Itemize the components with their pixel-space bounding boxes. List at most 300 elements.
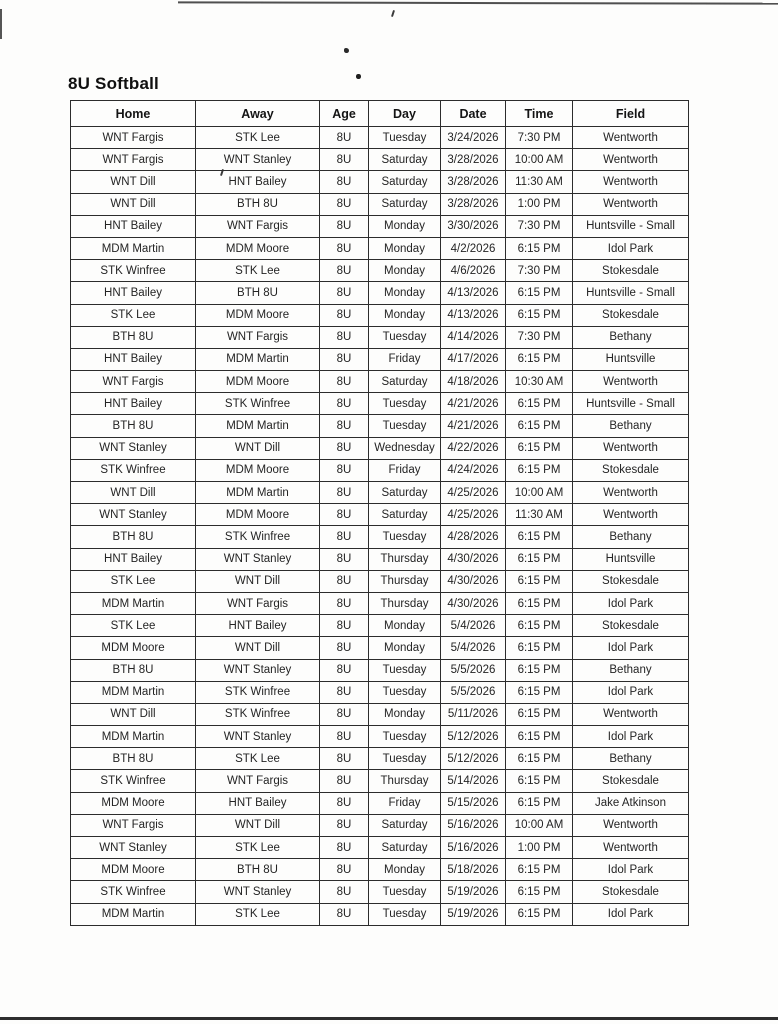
table-row <box>71 726 689 748</box>
cell-away: WNT Stanley <box>196 726 320 748</box>
cell-away: STK Winfree <box>196 681 320 703</box>
cell-home: STK Winfree <box>71 770 196 792</box>
cell-age: 8U <box>320 681 369 703</box>
cell-day: Tuesday <box>369 659 441 681</box>
cell-home: WNT Dill <box>71 703 196 725</box>
cell-day: Tuesday <box>369 526 441 548</box>
cell-date: 3/28/2026 <box>441 171 506 193</box>
cell-day: Monday <box>369 282 441 304</box>
cell-time: 6:15 PM <box>506 659 573 681</box>
cell-away: WNT Fargis <box>196 592 320 614</box>
scan-artifact-dot <box>356 74 361 79</box>
cell-home: BTH 8U <box>71 326 196 348</box>
cell-time: 6:15 PM <box>506 459 573 481</box>
cell-home: WNT Dill <box>71 193 196 215</box>
cell-away: MDM Moore <box>196 304 320 326</box>
cell-home: HNT Bailey <box>71 215 196 237</box>
scan-artifact-bottom-line <box>0 1017 778 1020</box>
cell-age: 8U <box>320 637 369 659</box>
cell-date: 4/14/2026 <box>441 326 506 348</box>
cell-age: 8U <box>320 814 369 836</box>
table-row <box>71 127 689 149</box>
cell-time: 6:15 PM <box>506 570 573 592</box>
cell-away: WNT Fargis <box>196 326 320 348</box>
table-row <box>71 371 689 393</box>
cell-age: 8U <box>320 171 369 193</box>
cell-date: 4/25/2026 <box>441 482 506 504</box>
cell-day: Tuesday <box>369 415 441 437</box>
cell-date: 5/18/2026 <box>441 859 506 881</box>
column-header-home: Home <box>71 101 196 127</box>
cell-away: STK Lee <box>196 260 320 282</box>
cell-date: 4/17/2026 <box>441 348 506 370</box>
table-row <box>71 570 689 592</box>
cell-home: BTH 8U <box>71 748 196 770</box>
cell-day: Tuesday <box>369 726 441 748</box>
cell-day: Monday <box>369 859 441 881</box>
column-header-date: Date <box>441 101 506 127</box>
cell-away: STK Winfree <box>196 526 320 548</box>
cell-date: 4/24/2026 <box>441 459 506 481</box>
cell-field: Huntsville - Small <box>573 215 689 237</box>
table-row <box>71 260 689 282</box>
cell-date: 4/13/2026 <box>441 282 506 304</box>
cell-day: Thursday <box>369 570 441 592</box>
cell-field: Idol Park <box>573 592 689 614</box>
cell-day: Thursday <box>369 770 441 792</box>
cell-field: Wentworth <box>573 171 689 193</box>
table-row <box>71 859 689 881</box>
cell-home: STK Lee <box>71 304 196 326</box>
cell-time: 1:00 PM <box>506 193 573 215</box>
cell-field: Wentworth <box>573 703 689 725</box>
cell-day: Monday <box>369 215 441 237</box>
cell-age: 8U <box>320 482 369 504</box>
cell-date: 5/12/2026 <box>441 726 506 748</box>
cell-time: 6:15 PM <box>506 903 573 925</box>
table-row <box>71 215 689 237</box>
cell-day: Monday <box>369 304 441 326</box>
cell-date: 4/30/2026 <box>441 548 506 570</box>
cell-date: 4/30/2026 <box>441 592 506 614</box>
cell-time: 6:15 PM <box>506 437 573 459</box>
cell-home: STK Lee <box>71 615 196 637</box>
cell-home: MDM Martin <box>71 903 196 925</box>
cell-away: BTH 8U <box>196 859 320 881</box>
cell-day: Friday <box>369 459 441 481</box>
cell-field: Wentworth <box>573 837 689 859</box>
cell-date: 3/28/2026 <box>441 193 506 215</box>
cell-field: Stokesdale <box>573 615 689 637</box>
cell-time: 6:15 PM <box>506 681 573 703</box>
cell-time: 6:15 PM <box>506 770 573 792</box>
cell-away: STK Winfree <box>196 703 320 725</box>
cell-age: 8U <box>320 149 369 171</box>
cell-away: WNT Dill <box>196 570 320 592</box>
header-row <box>71 101 689 127</box>
cell-time: 6:15 PM <box>506 881 573 903</box>
column-header-age: Age <box>320 101 369 127</box>
cell-home: BTH 8U <box>71 659 196 681</box>
cell-away: WNT Stanley <box>196 881 320 903</box>
table-row <box>71 393 689 415</box>
cell-date: 4/6/2026 <box>441 260 506 282</box>
table-row <box>71 748 689 770</box>
cell-field: Bethany <box>573 748 689 770</box>
column-header-away: Away <box>196 101 320 127</box>
cell-away: BTH 8U <box>196 193 320 215</box>
cell-time: 6:15 PM <box>506 393 573 415</box>
cell-away: STK Winfree <box>196 393 320 415</box>
cell-date: 5/12/2026 <box>441 748 506 770</box>
cell-age: 8U <box>320 282 369 304</box>
cell-home: STK Winfree <box>71 881 196 903</box>
cell-day: Tuesday <box>369 748 441 770</box>
cell-time: 10:00 AM <box>506 149 573 171</box>
cell-date: 5/5/2026 <box>441 681 506 703</box>
cell-time: 7:30 PM <box>506 326 573 348</box>
cell-home: STK Lee <box>71 570 196 592</box>
schedule-header <box>71 101 689 127</box>
cell-field: Wentworth <box>573 504 689 526</box>
table-row <box>71 637 689 659</box>
cell-time: 6:15 PM <box>506 548 573 570</box>
cell-day: Monday <box>369 703 441 725</box>
cell-home: MDM Moore <box>71 859 196 881</box>
cell-date: 4/28/2026 <box>441 526 506 548</box>
cell-age: 8U <box>320 504 369 526</box>
cell-time: 7:30 PM <box>506 260 573 282</box>
cell-day: Tuesday <box>369 681 441 703</box>
cell-away: MDM Martin <box>196 348 320 370</box>
cell-age: 8U <box>320 615 369 637</box>
cell-age: 8U <box>320 437 369 459</box>
table-row <box>71 592 689 614</box>
cell-age: 8U <box>320 859 369 881</box>
cell-day: Tuesday <box>369 127 441 149</box>
cell-home: WNT Fargis <box>71 371 196 393</box>
cell-home: WNT Fargis <box>71 814 196 836</box>
table-row <box>71 881 689 903</box>
cell-age: 8U <box>320 726 369 748</box>
table-row <box>71 659 689 681</box>
cell-home: BTH 8U <box>71 526 196 548</box>
cell-date: 3/30/2026 <box>441 215 506 237</box>
cell-time: 6:15 PM <box>506 348 573 370</box>
cell-away: HNT Bailey <box>196 792 320 814</box>
column-header-day: Day <box>369 101 441 127</box>
cell-field: Idol Park <box>573 237 689 259</box>
cell-time: 6:15 PM <box>506 526 573 548</box>
cell-away: MDM Moore <box>196 371 320 393</box>
cell-date: 4/25/2026 <box>441 504 506 526</box>
cell-date: 5/14/2026 <box>441 770 506 792</box>
table-row <box>71 770 689 792</box>
cell-away: MDM Moore <box>196 237 320 259</box>
cell-away: WNT Dill <box>196 637 320 659</box>
cell-age: 8U <box>320 371 369 393</box>
cell-time: 6:15 PM <box>506 792 573 814</box>
cell-field: Jake Atkinson <box>573 792 689 814</box>
cell-field: Idol Park <box>573 859 689 881</box>
cell-time: 6:15 PM <box>506 592 573 614</box>
cell-home: MDM Martin <box>71 681 196 703</box>
cell-age: 8U <box>320 748 369 770</box>
cell-field: Idol Park <box>573 903 689 925</box>
cell-field: Stokesdale <box>573 570 689 592</box>
cell-field: Stokesdale <box>573 459 689 481</box>
cell-age: 8U <box>320 526 369 548</box>
cell-away: WNT Dill <box>196 814 320 836</box>
cell-home: HNT Bailey <box>71 348 196 370</box>
cell-away: WNT Fargis <box>196 770 320 792</box>
cell-date: 4/21/2026 <box>441 393 506 415</box>
cell-field: Huntsville - Small <box>573 393 689 415</box>
cell-time: 6:15 PM <box>506 703 573 725</box>
cell-time: 7:30 PM <box>506 127 573 149</box>
cell-field: Idol Park <box>573 726 689 748</box>
cell-age: 8U <box>320 792 369 814</box>
cell-day: Friday <box>369 792 441 814</box>
cell-field: Bethany <box>573 326 689 348</box>
cell-field: Wentworth <box>573 437 689 459</box>
table-row <box>71 193 689 215</box>
cell-field: Stokesdale <box>573 770 689 792</box>
cell-age: 8U <box>320 903 369 925</box>
cell-age: 8U <box>320 415 369 437</box>
table-row <box>71 415 689 437</box>
cell-field: Wentworth <box>573 482 689 504</box>
cell-age: 8U <box>320 837 369 859</box>
cell-time: 6:15 PM <box>506 615 573 637</box>
table-row <box>71 703 689 725</box>
cell-day: Saturday <box>369 171 441 193</box>
cell-day: Saturday <box>369 149 441 171</box>
cell-home: WNT Fargis <box>71 149 196 171</box>
scan-artifact-speck <box>344 48 349 53</box>
cell-time: 6:15 PM <box>506 415 573 437</box>
cell-day: Wednesday <box>369 437 441 459</box>
cell-day: Monday <box>369 237 441 259</box>
cell-age: 8U <box>320 881 369 903</box>
cell-date: 4/2/2026 <box>441 237 506 259</box>
cell-away: MDM Martin <box>196 482 320 504</box>
cell-field: Huntsville <box>573 548 689 570</box>
cell-time: 6:15 PM <box>506 237 573 259</box>
cell-day: Thursday <box>369 548 441 570</box>
scan-artifact-top-line <box>178 1 778 4</box>
table-row <box>71 837 689 859</box>
cell-field: Bethany <box>573 659 689 681</box>
scan-artifact-tick <box>391 10 395 17</box>
cell-home: BTH 8U <box>71 415 196 437</box>
cell-day: Saturday <box>369 504 441 526</box>
cell-away: STK Lee <box>196 837 320 859</box>
cell-home: MDM Moore <box>71 792 196 814</box>
table-row <box>71 482 689 504</box>
table-row <box>71 437 689 459</box>
table-row <box>71 615 689 637</box>
table-row <box>71 504 689 526</box>
cell-field: Wentworth <box>573 371 689 393</box>
cell-field: Idol Park <box>573 637 689 659</box>
cell-day: Friday <box>369 348 441 370</box>
cell-age: 8U <box>320 703 369 725</box>
table-row <box>71 149 689 171</box>
cell-away: MDM Moore <box>196 504 320 526</box>
cell-away: HNT Bailey <box>196 615 320 637</box>
cell-home: HNT Bailey <box>71 393 196 415</box>
cell-age: 8U <box>320 348 369 370</box>
cell-home: HNT Bailey <box>71 282 196 304</box>
cell-age: 8U <box>320 570 369 592</box>
cell-day: Monday <box>369 615 441 637</box>
column-header-field: Field <box>573 101 689 127</box>
cell-age: 8U <box>320 770 369 792</box>
cell-field: Wentworth <box>573 814 689 836</box>
cell-field: Stokesdale <box>573 304 689 326</box>
page-title: 8U Softball <box>68 74 159 93</box>
cell-home: WNT Dill <box>71 171 196 193</box>
cell-away: STK Lee <box>196 748 320 770</box>
cell-time: 6:15 PM <box>506 726 573 748</box>
cell-age: 8U <box>320 459 369 481</box>
cell-day: Tuesday <box>369 903 441 925</box>
cell-home: WNT Stanley <box>71 504 196 526</box>
cell-date: 4/13/2026 <box>441 304 506 326</box>
cell-age: 8U <box>320 304 369 326</box>
cell-home: MDM Martin <box>71 237 196 259</box>
cell-away: STK Lee <box>196 127 320 149</box>
table-row <box>71 237 689 259</box>
cell-home: WNT Fargis <box>71 127 196 149</box>
cell-home: MDM Martin <box>71 726 196 748</box>
cell-day: Tuesday <box>369 881 441 903</box>
cell-day: Saturday <box>369 371 441 393</box>
table-row <box>71 171 689 193</box>
table-row <box>71 526 689 548</box>
cell-field: Stokesdale <box>573 260 689 282</box>
cell-field: Huntsville - Small <box>573 282 689 304</box>
cell-age: 8U <box>320 237 369 259</box>
cell-age: 8U <box>320 215 369 237</box>
cell-age: 8U <box>320 193 369 215</box>
cell-away: HNT Bailey <box>196 171 320 193</box>
cell-date: 5/5/2026 <box>441 659 506 681</box>
cell-home: WNT Stanley <box>71 837 196 859</box>
cell-age: 8U <box>320 548 369 570</box>
scan-artifact-left-mark <box>0 9 2 39</box>
cell-date: 4/22/2026 <box>441 437 506 459</box>
cell-day: Monday <box>369 637 441 659</box>
table-row <box>71 903 689 925</box>
schedule-table <box>70 100 689 926</box>
cell-away: MDM Moore <box>196 459 320 481</box>
cell-age: 8U <box>320 393 369 415</box>
cell-age: 8U <box>320 659 369 681</box>
cell-away: WNT Fargis <box>196 215 320 237</box>
table-row <box>71 304 689 326</box>
cell-date: 5/11/2026 <box>441 703 506 725</box>
cell-time: 6:15 PM <box>506 859 573 881</box>
cell-date: 5/16/2026 <box>441 837 506 859</box>
cell-age: 8U <box>320 592 369 614</box>
cell-day: Thursday <box>369 592 441 614</box>
table-row <box>71 681 689 703</box>
cell-time: 10:00 AM <box>506 814 573 836</box>
cell-field: Idol Park <box>573 681 689 703</box>
cell-date: 5/19/2026 <box>441 881 506 903</box>
cell-home: WNT Stanley <box>71 437 196 459</box>
cell-time: 10:30 AM <box>506 371 573 393</box>
cell-day: Saturday <box>369 482 441 504</box>
cell-field: Huntsville <box>573 348 689 370</box>
cell-away: WNT Stanley <box>196 659 320 681</box>
cell-time: 6:15 PM <box>506 637 573 659</box>
cell-field: Bethany <box>573 415 689 437</box>
cell-field: Wentworth <box>573 149 689 171</box>
cell-time: 6:15 PM <box>506 748 573 770</box>
cell-time: 6:15 PM <box>506 304 573 326</box>
cell-day: Monday <box>369 260 441 282</box>
cell-home: STK Winfree <box>71 260 196 282</box>
table-row <box>71 814 689 836</box>
cell-date: 5/4/2026 <box>441 637 506 659</box>
cell-time: 6:15 PM <box>506 282 573 304</box>
cell-away: MDM Martin <box>196 415 320 437</box>
cell-date: 4/18/2026 <box>441 371 506 393</box>
schedule-body <box>71 127 689 926</box>
cell-time: 7:30 PM <box>506 215 573 237</box>
table-row <box>71 459 689 481</box>
cell-home: MDM Moore <box>71 637 196 659</box>
cell-home: STK Winfree <box>71 459 196 481</box>
cell-time: 11:30 AM <box>506 504 573 526</box>
cell-away: WNT Dill <box>196 437 320 459</box>
cell-time: 11:30 AM <box>506 171 573 193</box>
table-row <box>71 326 689 348</box>
cell-home: WNT Dill <box>71 482 196 504</box>
cell-home: MDM Martin <box>71 592 196 614</box>
table-row <box>71 792 689 814</box>
column-header-time: Time <box>506 101 573 127</box>
cell-date: 5/15/2026 <box>441 792 506 814</box>
cell-day: Tuesday <box>369 393 441 415</box>
cell-field: Stokesdale <box>573 881 689 903</box>
cell-away: BTH 8U <box>196 282 320 304</box>
table-row <box>71 282 689 304</box>
cell-date: 5/19/2026 <box>441 903 506 925</box>
cell-day: Saturday <box>369 837 441 859</box>
cell-day: Saturday <box>369 193 441 215</box>
cell-away: WNT Stanley <box>196 548 320 570</box>
cell-away: STK Lee <box>196 903 320 925</box>
cell-age: 8U <box>320 260 369 282</box>
cell-age: 8U <box>320 127 369 149</box>
cell-date: 5/4/2026 <box>441 615 506 637</box>
cell-time: 1:00 PM <box>506 837 573 859</box>
cell-date: 3/28/2026 <box>441 149 506 171</box>
cell-time: 10:00 AM <box>506 482 573 504</box>
cell-field: Wentworth <box>573 127 689 149</box>
cell-home: HNT Bailey <box>71 548 196 570</box>
table-row <box>71 548 689 570</box>
cell-day: Tuesday <box>369 326 441 348</box>
cell-field: Wentworth <box>573 193 689 215</box>
cell-date: 4/30/2026 <box>441 570 506 592</box>
cell-away: WNT Stanley <box>196 149 320 171</box>
cell-date: 3/24/2026 <box>441 127 506 149</box>
